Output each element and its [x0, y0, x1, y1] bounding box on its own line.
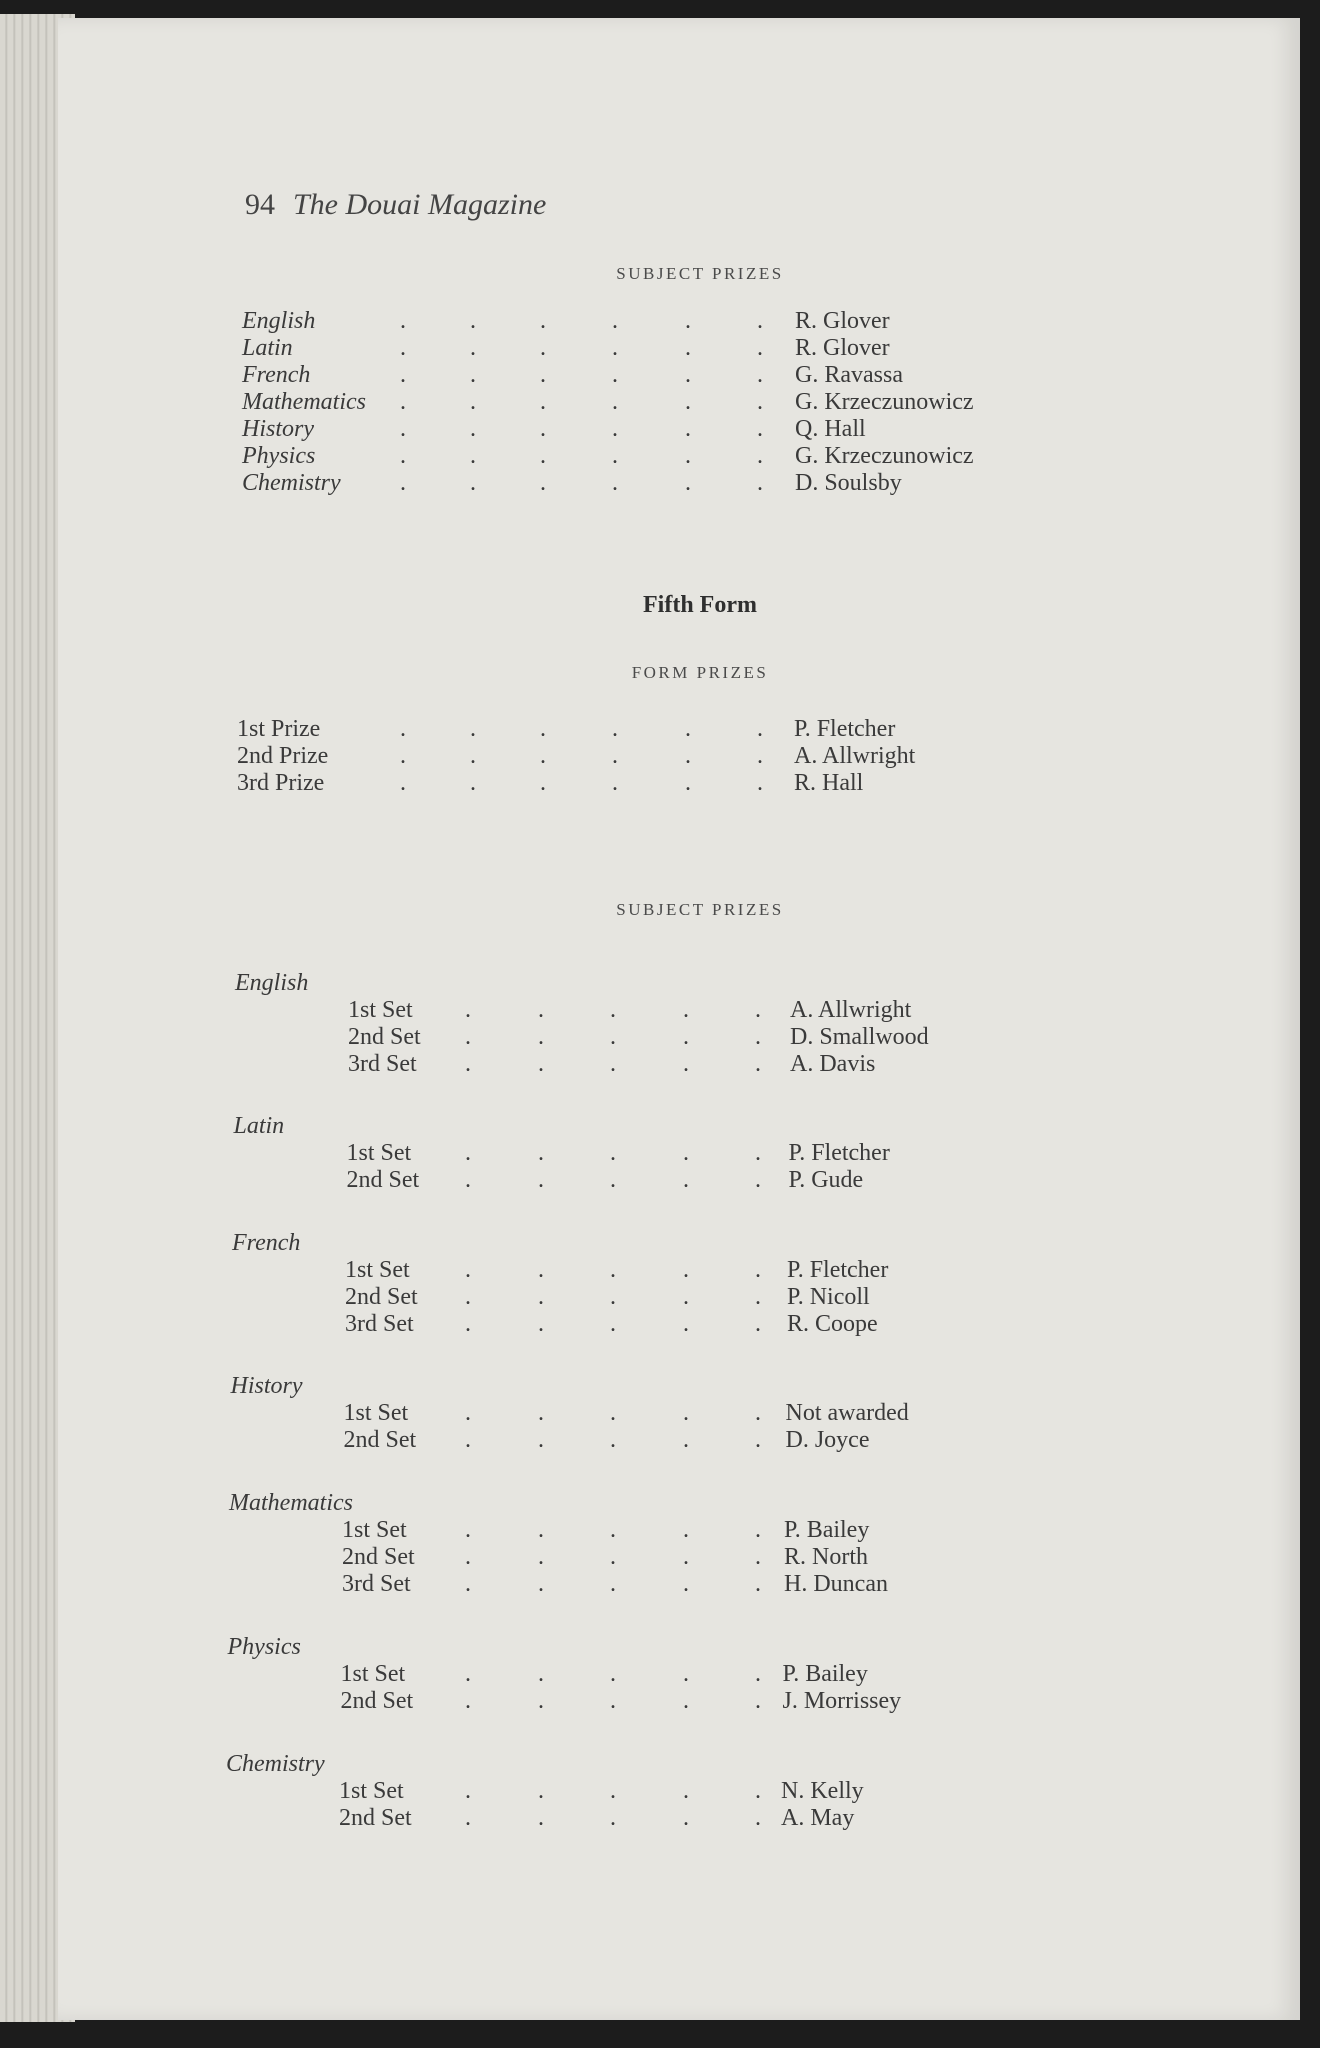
- subject-label: Mathematics: [242, 389, 366, 415]
- subject-label: Physics: [242, 443, 316, 469]
- set-row: 2nd Set . . . . . A. May: [339, 1805, 855, 1831]
- winner-name: Not awarded: [785, 1400, 909, 1426]
- set-label: 2nd Set: [339, 1805, 412, 1831]
- magazine-title: The Douai Magazine: [293, 188, 547, 221]
- winner-name: J. Morrissey: [782, 1688, 902, 1714]
- subject-label: French: [242, 362, 311, 388]
- set-row: 2nd Set . . . . . P. Nicoll: [345, 1284, 870, 1310]
- winner-name: P. Nicoll: [787, 1284, 870, 1310]
- subject-heading: Latin: [233, 1113, 285, 1139]
- set-label: 3rd Set: [342, 1571, 411, 1597]
- subject-label: Latin: [242, 335, 293, 361]
- subject-label: English: [242, 308, 316, 334]
- set-row: 3rd Set . . . . . H. Duncan: [342, 1571, 888, 1597]
- winner-name: G. Ravassa: [795, 362, 903, 388]
- set-label: 1st Set: [340, 1661, 406, 1687]
- prize-label: 2nd Prize: [237, 743, 329, 769]
- winner-name: P. Bailey: [782, 1661, 868, 1687]
- winner-name: R. Glover: [795, 335, 890, 361]
- prize-label: 1st Prize: [237, 716, 321, 742]
- winner-name: Q. Hall: [795, 416, 866, 442]
- winner-name: A. Allwright: [794, 743, 916, 769]
- prize-row: 3rd Prize . . . . . . R. Hall: [237, 770, 864, 796]
- winner-name: G. Krzeczunowicz: [795, 389, 974, 415]
- set-row: 1st Set . . . . . P. Fletcher: [345, 1257, 889, 1283]
- winner-name: P. Fletcher: [794, 716, 896, 742]
- set-row: 1st Set . . . . . Not awarded: [343, 1400, 909, 1426]
- winner-name: A. May: [781, 1805, 855, 1831]
- set-label: 2nd Set: [342, 1544, 415, 1570]
- prize-row: 1st Prize . . . . . . P. Fletcher: [237, 716, 896, 742]
- prize-row: History . . . . . . Q. Hall: [242, 416, 866, 442]
- winner-name: R. Hall: [794, 770, 864, 796]
- form-prizes-heading: FORM PRIZES: [631, 663, 769, 682]
- set-label: 1st Set: [343, 1400, 409, 1426]
- set-label: 3rd Set: [348, 1051, 417, 1077]
- set-row: 2nd Set . . . . . P. Gude: [346, 1167, 864, 1193]
- prize-row: English . . . . . . R. Glover: [242, 308, 890, 334]
- set-row: 2nd Set . . . . . D. Smallwood: [348, 1024, 929, 1050]
- set-label: 1st Set: [345, 1257, 410, 1283]
- winner-name: P. Fletcher: [787, 1257, 889, 1283]
- set-label: 1st Set: [339, 1778, 404, 1804]
- winner-name: G. Krzeczunowicz: [795, 443, 974, 469]
- winner-name: D. Smallwood: [790, 1024, 929, 1050]
- set-row: 2nd Set . . . . . D. Joyce: [343, 1427, 870, 1453]
- winner-name: P. Bailey: [784, 1517, 870, 1543]
- winner-name: R. Glover: [795, 308, 890, 334]
- subject-heading: Physics: [227, 1634, 301, 1660]
- subject-heading: English: [235, 970, 309, 996]
- set-row: 2nd Set . . . . . R. North: [342, 1544, 868, 1570]
- winner-name: P. Gude: [788, 1167, 864, 1193]
- winner-name: H. Duncan: [784, 1571, 888, 1597]
- set-row: 1st Set . . . . . N. Kelly: [339, 1778, 864, 1804]
- set-label: 2nd Set: [348, 1024, 421, 1050]
- prize-row: Physics . . . . . . G. Krzeczunowicz: [242, 443, 974, 469]
- prize-row: Chemistry . . . . . . D. Soulsby: [242, 470, 902, 496]
- set-row: 3rd Set . . . . . R. Coope: [345, 1311, 878, 1337]
- prize-row: 2nd Prize . . . . . . A. Allwright: [237, 743, 916, 769]
- prize-row: French . . . . . . G. Ravassa: [242, 362, 903, 388]
- set-label: 2nd Set: [340, 1688, 414, 1714]
- set-row: 1st Set . . . . . P. Bailey: [340, 1661, 868, 1687]
- set-label: 2nd Set: [346, 1167, 420, 1193]
- subject-heading: Chemistry: [226, 1751, 325, 1777]
- winner-name: D. Joyce: [785, 1427, 870, 1453]
- winner-name: R. North: [784, 1544, 868, 1570]
- subject-prizes-heading-lower: SUBJECT PRIZES: [616, 900, 784, 919]
- set-row: 1st Set . . . . . P. Bailey: [342, 1517, 870, 1543]
- winner-name: R. Coope: [787, 1311, 878, 1337]
- set-label: 1st Set: [342, 1517, 407, 1543]
- set-label: 1st Set: [348, 997, 413, 1023]
- subject-heading: History: [230, 1373, 303, 1399]
- set-label: 3rd Set: [345, 1311, 414, 1337]
- set-label: 2nd Set: [343, 1427, 417, 1453]
- winner-name: D. Soulsby: [795, 470, 902, 496]
- subject-heading: French: [232, 1230, 301, 1256]
- set-row: 3rd Set . . . . . A. Davis: [348, 1051, 876, 1077]
- prize-row: Mathematics . . . . . . G. Krzeczunowicz: [242, 389, 974, 415]
- prize-label: 3rd Prize: [237, 770, 325, 796]
- subject-prizes-heading-upper: SUBJECT PRIZES: [616, 264, 784, 283]
- winner-name: A. Davis: [790, 1051, 876, 1077]
- set-label: 2nd Set: [345, 1284, 418, 1310]
- winner-name: N. Kelly: [781, 1778, 864, 1804]
- fifth-form-title: Fifth Form: [643, 592, 757, 618]
- prize-row: Latin . . . . . . R. Glover: [242, 335, 890, 361]
- set-row: 1st Set . . . . . P. Fletcher: [346, 1140, 890, 1166]
- subject-label: Chemistry: [242, 470, 341, 496]
- set-row: 1st Set . . . . . A. Allwright: [348, 997, 912, 1023]
- page-header: [245, 188, 546, 222]
- set-row: 2nd Set . . . . . J. Morrissey: [340, 1688, 902, 1714]
- subject-heading: Mathematics: [229, 1490, 353, 1516]
- subject-label: History: [242, 416, 314, 442]
- set-label: 1st Set: [346, 1140, 412, 1166]
- page-number: 94: [245, 188, 275, 221]
- winner-name: A. Allwright: [790, 997, 912, 1023]
- winner-name: P. Fletcher: [788, 1140, 890, 1166]
